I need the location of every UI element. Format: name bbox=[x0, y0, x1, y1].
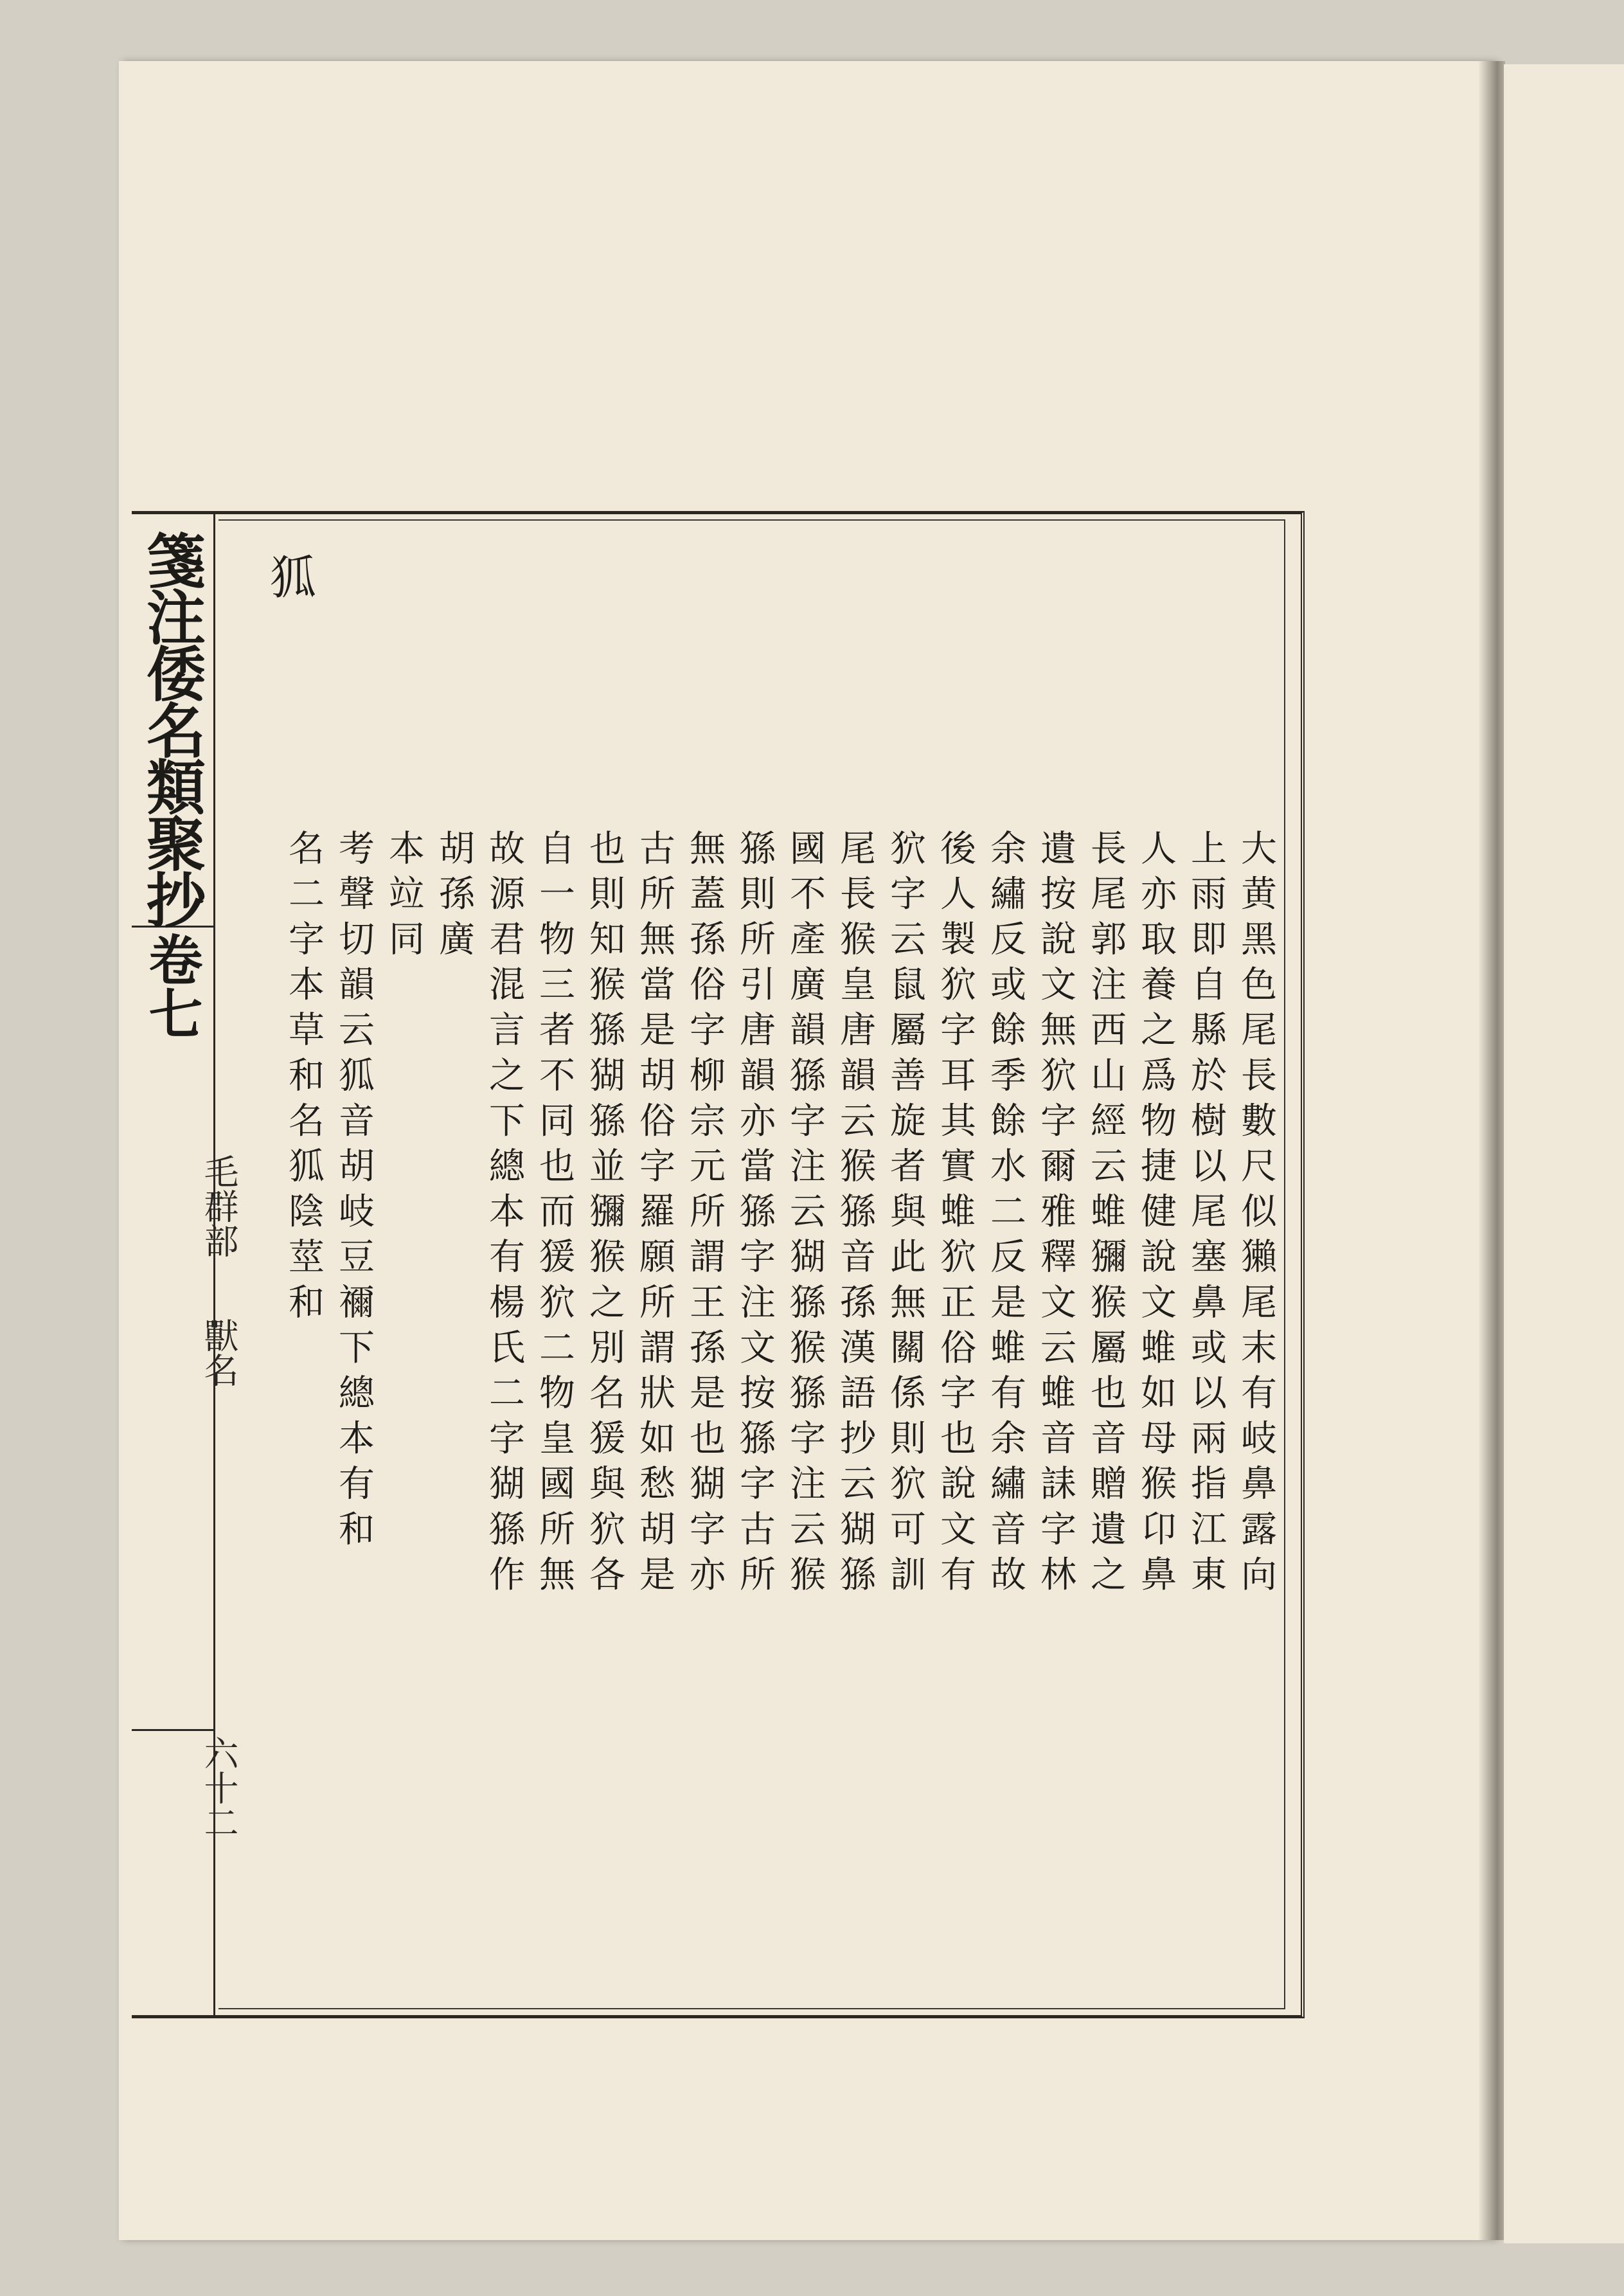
text-column: 長尾郭注西山經云蜼獼猴屬也音贈遺之 bbox=[1085, 829, 1127, 1601]
facing-page bbox=[1504, 64, 1624, 2243]
text-column: 大黄黑色尾長數尺似獺尾末有岐鼻露向 bbox=[1235, 829, 1277, 1601]
text-column: 自一物三者不同也而猨狖二物皇國所無 bbox=[533, 829, 575, 1601]
text-column: 名二字本草和名狐陰莖和 bbox=[283, 829, 325, 1329]
text-column: 故源君混言之下總本有楊氏二字猢猻作 bbox=[483, 829, 525, 1601]
text-column: 尾長猴皇唐韻云猴猻音孫漢語抄云猢猻 bbox=[834, 829, 876, 1601]
text-column: 上雨即自縣於樹以尾塞鼻或以兩指江東 bbox=[1185, 829, 1227, 1601]
book-title: 箋注倭名類聚抄 bbox=[137, 530, 206, 926]
text-column: 猻則所引唐韻亦當猻字注文按猻字古所 bbox=[734, 829, 776, 1601]
text-column: 考聲切韻云狐音胡岐豆禰下總本有和 bbox=[333, 829, 375, 1556]
margin-rule bbox=[132, 1729, 215, 1731]
text-column: 國不產廣韻猻字注云猢猻猴猻字注云猴 bbox=[784, 829, 826, 1601]
text-column: 古所無當是胡俗字羅願所謂狀如愁胡是 bbox=[634, 829, 675, 1601]
text-column: 後人製狖字耳其實蜼狖正俗字也說文有 bbox=[934, 829, 976, 1601]
text-column: 人亦取養之爲物捷健說文蜼如母猴卬鼻 bbox=[1135, 829, 1177, 1601]
text-column: 狖字云鼠屬善旋者與此無關係則狖可訓 bbox=[884, 829, 926, 1601]
book-gutter bbox=[1478, 61, 1505, 2240]
page-number: 六十二 bbox=[199, 1735, 239, 1840]
text-column: 余繡反或餘季餘水二反是蜼有余繡音故 bbox=[985, 829, 1026, 1601]
text-column: 胡孫廣 bbox=[433, 829, 475, 965]
entry-heading: 狐 bbox=[262, 553, 316, 599]
text-column: 也則知猴猻猢猻並獼猴之別名猨與狖各 bbox=[584, 829, 625, 1601]
volume-label: 卷七 bbox=[140, 932, 204, 1040]
text-column: 無蓋孫俗字柳宗元所謂王孫是也猢字亦 bbox=[684, 829, 726, 1601]
section-label: 毛群部 bbox=[199, 1154, 239, 1258]
text-column: 本竝同 bbox=[383, 829, 425, 965]
subsection-label: 獸名 bbox=[199, 1318, 239, 1387]
text-column: 遺按說文無狖字爾雅釋文云蜼音誄字林 bbox=[1035, 829, 1076, 1601]
